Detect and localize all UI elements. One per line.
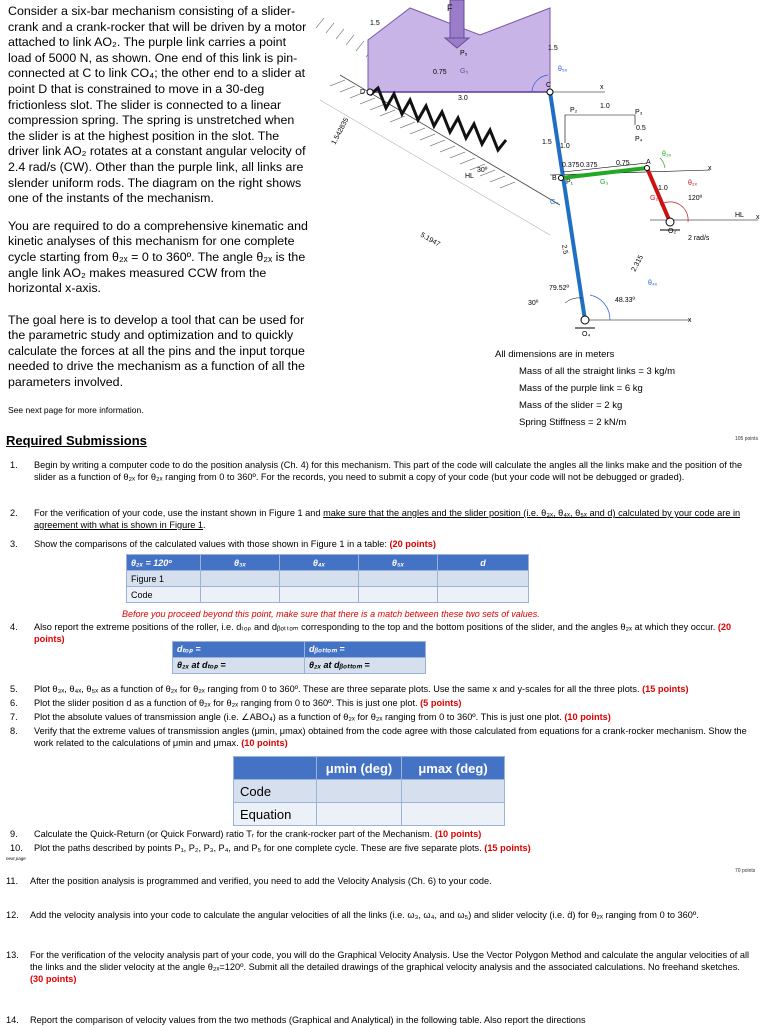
label-30-deg-b: 30º [528, 300, 539, 307]
label-dim-0-375b: 0.375 [580, 162, 598, 169]
see-next-note: See next page for more information. [8, 404, 144, 415]
label-G3: G₃ [600, 179, 609, 186]
item-8: 8. Verify that the extreme values of transmission angles (μmin, μmax) obtained from the code agree with those calculated from equations for a crank-rocker mechanism. Show the work related to the calculations of μmin and μmax. (10 points) [10, 726, 747, 748]
label-P4: P₄ [635, 136, 643, 143]
label-dim-0-375a: 0.375 [562, 162, 580, 169]
label-B: B [552, 175, 557, 182]
t2-dbottom: dᵦₒₜₜₒₘ = [305, 642, 426, 658]
pin-O2 [666, 218, 674, 226]
item-10: 10. Plot the paths described by points P₁, P₂, P₃, P₄, and P₅ for one complete cycle. These are five separate plots. (15 points) [10, 843, 531, 853]
spec-units: All dimensions are in meters [495, 349, 615, 360]
slot-top-hatching [316, 18, 374, 57]
item-11: 11. After the position analysis is programmed and verified, you need to add the Velocity Analysis (Ch. 6) to your code. [6, 876, 492, 886]
t2-dtop: dₜₒₚ = [173, 642, 305, 658]
dim-line-slot [320, 100, 550, 235]
label-dim-1-5-right: 1.5 [548, 45, 558, 52]
label-C: C [546, 82, 552, 89]
required-submissions-heading: Required Submissions [6, 433, 147, 448]
spec-mass-slider: Mass of the slider = 2 kg [519, 400, 623, 411]
spec-spring: Spring Stiffness = 2 kN/m [519, 417, 627, 428]
item-7: 7. Plot the absolute values of transmission angle (i.e. ∠ABO₄) as a function of θ₂ₓ for θ₂ₓ ranging from 0 to 360º. This is just one plot. (10 points) [10, 712, 611, 722]
label-120-deg: 120º [688, 195, 703, 202]
item-13: 13. For the verification of the velocity analysis part of your code, you will do the Graphical Velocity Analysis. Use the Vector Polygon Method and calculate the angular velocities of all the links and the slider velocity at the angle θ₂ₓ=120º. Submit all the detailed drawings of the graphical velocity analysis and the associated calculations. No freehand sketches. (30 points) [6, 950, 750, 984]
item-2: 2. For the verification of your code, use the instant shown in Figure 1 and make sure that the angles and the slider position (i.e. θ₃ₓ, θ₄ₓ, θ₅ₓ and d) calculated by your code are in agreement with what is shown in Figure 1. [10, 508, 741, 530]
arc-theta3x [660, 158, 665, 168]
label-O2: O₂ [668, 228, 677, 235]
label-x-O2: x [756, 214, 760, 221]
t1-row-figure1: Figure 1 [127, 571, 201, 587]
specs [495, 346, 675, 431]
label-dim-1-0b: 1.0 [560, 143, 570, 150]
label-dim-1-5-left: 1.5 [370, 20, 380, 27]
label-HL-left: HL [465, 173, 474, 180]
t1-header-4: d [438, 555, 529, 571]
label-dim-2-5: 2.5 [560, 244, 569, 255]
pin-A [645, 166, 650, 171]
label-x-O4: x [688, 317, 692, 324]
label-dim-3-0: 3.0 [458, 95, 468, 102]
pin-O4 [581, 316, 589, 324]
item-3: 3. Show the comparisons of the calculated values with those shown in Figure 1 in a table: (20 points) [10, 539, 436, 549]
label-G5: G₅ [460, 68, 469, 75]
label-F: F [447, 3, 453, 13]
intro-paragraph-2: You are required to do a comprehensive kinematic and kinetic analyses of this mechanism for one complete cycle starting from θ₂ₓ = 0 to 360º. The angle θ₂ₓ is the angle link AO₂ makes measured CCW from the horizontal x-axis. [8, 218, 308, 296]
label-P1: P₁ [566, 179, 574, 186]
pin-B [559, 176, 564, 181]
item-5: 5. Plot θ₃ₓ, θ₄ₓ, θ₅ₓ as a function of θ₂ₓ for θ₂ₓ ranging from 0 to 360º. These are three separate plots. Use the same x and y-scales for all the three plots. (15 points) [10, 684, 689, 694]
t3-row-equation: Equation [234, 803, 317, 826]
label-x-B: x [708, 165, 712, 172]
label-theta4x: θ₄ₓ [648, 280, 658, 287]
label-P5: P₅ [460, 50, 468, 57]
item-12: 12. Add the velocity analysis into your code to calculate the angular velocities of all the links (i.e. ω₃, ω₄, and ω₅) and slider velocity (i.e. ḋ) for θ₂ₓ ranging from 0 to 360º. [6, 910, 699, 920]
label-A: A [646, 159, 651, 166]
label-dim-2-315: 2.315 [630, 254, 645, 273]
intro-paragraph-3: The goal here is to develop a tool that can be used for the parametric study and optimization and to quickly calculate the forces at all the pins and the input torque needed to drive the mechanism as a function of all the parameters involved. [8, 312, 305, 390]
t3-header-max: μmax (deg) [402, 757, 505, 780]
t3-header-min: μmin (deg) [317, 757, 402, 780]
label-theta5x: θ₅ₓ [558, 66, 568, 73]
item-14: 14. Report the comparison of velocity values from the two methods (Graphical and Analytical) in the following table. Also report the directions [6, 1015, 586, 1025]
mechanism-diagram [310, 0, 768, 345]
item-9: 9. Calculate the Quick-Return (or Quick Forward) ratio Tᵣ for the crank-rocker part of the Mechanism. (10 points) [10, 829, 482, 839]
arc-theta4x [590, 295, 610, 320]
label-dim-0-75b: 0.75 [616, 160, 630, 167]
t2-th-top: θ₂ₓ at dₜₒₚ = [173, 658, 305, 674]
label-theta2x: θ₂ₓ [688, 180, 697, 187]
label-79-52-deg: 79.52º [549, 285, 570, 292]
t1-header-3: θ₅ₓ [359, 555, 438, 571]
label-theta3x: θ₃ₓ [662, 151, 672, 158]
spring [370, 88, 506, 150]
t1-header-1: θ₃ₓ [201, 555, 280, 571]
t3-row-code: Code [234, 780, 317, 803]
label-G4: G₄ [550, 199, 559, 206]
intro-paragraph-1: Consider a six-bar mechanism consisting of a slider-crank and a crank-rocker that will be driven by a motor attached to link AO₂. The purple link carries a point load of 5000 N, as shown. One end of this link is pin-connected at C to link CO₄; the other end to a slider at point D that is constrained to move in a 30-deg frictionless slot. The slider is connected to a linear compression spring. The spring is unstretched when the slider is at the highest position in the slot. The driver link AO₂ rotates at a constant angular velocity of 2.4 rad/s (CW). Other than the purple link, all links are slender uniform rods. The diagram on the right shows one of the instants of the mechanism. [8, 4, 307, 206]
label-dim-0-5: 0.5 [636, 125, 646, 132]
label-O4: O₄ [582, 331, 591, 338]
arc-7952 [565, 298, 582, 303]
pin-C [547, 89, 553, 95]
label-HL-right: HL [735, 212, 744, 219]
label-30-deg-a: 30º [477, 167, 488, 174]
p-link-frame [565, 115, 635, 143]
spec-mass-purple: Mass of the purple link = 6 kg [519, 383, 643, 394]
label-48-33-deg: 48.33º [615, 297, 636, 304]
label-dim-1-5v: 1.5 [542, 139, 552, 146]
next-page-note: next page [6, 856, 26, 861]
item-1: 1. Begin by writing a computer code to do the position analysis (Ch. 4) for this mechanism. This part of the code will calculate the angles all the links make and the position of the slider as a function of θ₂ₓ for θ₂ₓ ranging from 0 to 360º. For the records, you need to submit a copy of your code (but your code will not be debugged or graded). [10, 460, 743, 482]
label-G2: G₂ [650, 195, 659, 202]
item-6: 6. Plot the slider position d as a function of θ₂ₓ for θ₂ₓ ranging from 0 to 360º. This is just one plot. (5 points) [10, 698, 462, 708]
t1-row-code: Code [127, 587, 201, 603]
label-dim-1-542835: 1.542835 [330, 116, 351, 146]
label-P2: P₂ [570, 107, 578, 114]
label-dim-5-1947: 5.1947 [419, 231, 442, 249]
intro-text [8, 4, 308, 430]
table-transmission [233, 756, 505, 826]
link-AB [561, 168, 647, 178]
spec-mass-links: Mass of all the straight links = 3 kg/m [519, 366, 676, 377]
item-4: 4. Also report the extreme positions of the roller, i.e. dₜₒₚ and dᵦₒₜₜₒₘ corresponding to the top and the bottom positions of the slider, and the angles θ₂ₓ at which they occur. (20 points) [10, 622, 732, 644]
label-dim-0-75: 0.75 [433, 69, 447, 76]
verification-note: Before you proceed beyond this point, make sure that there is a match between these two sets of values. [122, 609, 540, 619]
t2-th-bottom: θ₂ₓ at dᵦₒₜₜₒₘ = [305, 658, 426, 674]
slot-line [340, 75, 560, 205]
label-x-C: x [600, 84, 604, 91]
label-dim-1-0a: 1.0 [600, 103, 610, 110]
table-extremes [172, 641, 426, 674]
table-comparison [126, 554, 529, 603]
points-70: 70 points [735, 868, 756, 874]
label-omega: 2 rad/s [688, 235, 710, 242]
t1-header-0: θ₂ₓ = 120º [127, 555, 201, 571]
points-105: 105 points [735, 436, 759, 442]
label-dim-1-0c: 1.0 [658, 185, 668, 192]
t1-header-2: θ₄ₓ [280, 555, 359, 571]
label-D: D [360, 89, 366, 96]
label-P3: P₃ [635, 109, 643, 116]
slider-D [367, 89, 373, 95]
